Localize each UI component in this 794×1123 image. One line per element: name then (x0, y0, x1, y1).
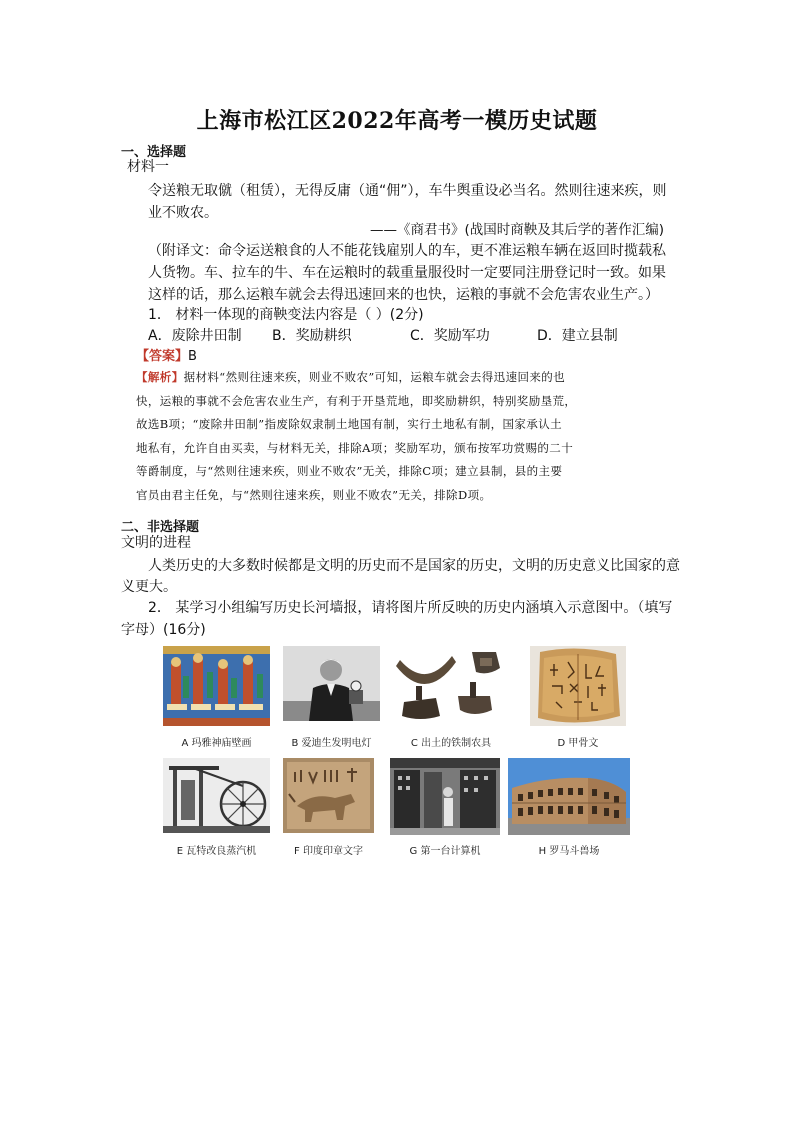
picture-a (163, 646, 270, 751)
translation-line: 人货物。车、拉车的牛、车在运粮时的载重量服役时一定要同注册登记时一致。如果 (148, 265, 666, 281)
material-source: ——《商君书》(战国时商鞅及其后学的著作汇编) (370, 222, 665, 238)
explanation-block (136, 366, 676, 507)
section-heading-nonchoice: 二、非选择题 (121, 520, 200, 535)
material-text-line: 业不败农。 (148, 205, 218, 221)
picture-g (390, 758, 500, 858)
question-2-cont: 字母）(16分) (121, 622, 206, 638)
intro-line: 人类历史的大多数时候都是文明的历史而不是国家的历史，文明的历史意义比国家的意 (148, 558, 680, 574)
material-text-line: 令送粮无取僦（租赁），无得反庸（通“佣”），车牛舆重设必当名。然则往速来疾，则 (148, 183, 667, 199)
picture-h (508, 758, 630, 858)
intro-line: 义更大。 (121, 579, 177, 595)
oracle-bone-image (530, 646, 626, 726)
explanation-line (136, 366, 676, 390)
translation-line: （附译文：命令运送粮食的人不能花钱雇别人的车，更不准运粮车辆在返回时揽载私 (148, 243, 666, 259)
question-1: 1． 材料一体现的商鞅变法内容是（ ）(2分) (148, 307, 424, 323)
picture-caption: E 瓦特改良蒸汽机 (176, 846, 257, 857)
option-d: D．建立县制 (537, 328, 618, 344)
option-a: A．废除井田制 (148, 328, 242, 344)
page-title: 上海市松江区2022年高考一模历史试题 (196, 108, 598, 134)
question-2: 2． 某学习小组编写历史长河墙报，请将图片所反映的历史内涵填入示意图中。（填写 (148, 600, 673, 616)
explanation-line: 地私有，允许自由买卖，与材料无关，排除A项；奖励军功，颁布按军功赏赐的二十 (136, 440, 574, 455)
maya-mural-image (163, 646, 270, 726)
option-c: C．奖励军功 (410, 328, 490, 344)
explanation-line: 官员由君主任免，与“然则往速来疾，则业不败农”无关，排除D项。 (136, 487, 492, 502)
answer-value: B (188, 349, 197, 364)
picture-caption: D 甲骨文 (557, 738, 599, 749)
translation-line: 这样的话，那么运粮车就会去得迅速回来的也快，运粮的事就不会危害农业生产。） (148, 287, 659, 303)
picture-c (396, 646, 506, 751)
section-heading-choice: 一、选择题 (121, 145, 187, 160)
picture-caption: A 玛雅神庙壁画 (181, 738, 252, 749)
explanation-line: 故选B项；“废除井田制”指废除奴隶制土地国有制，实行土地私有制，国家承认土 (136, 417, 563, 431)
picture-caption: F 印度印章文字 (294, 846, 363, 857)
answer-tag: 【答案】 (136, 349, 189, 364)
edison-photo-image (283, 646, 380, 721)
explanation-tag: 【解析】 (136, 370, 184, 384)
option-b: B．奖励耕织 (272, 328, 352, 344)
indus-seal-image (283, 758, 374, 833)
picture-caption: G 第一台计算机 (409, 846, 481, 857)
picture-d (530, 646, 626, 751)
picture-caption: C 出土的铁制农具 (410, 738, 492, 749)
picture-caption: H 罗马斗兽场 (538, 846, 600, 857)
topic-title: 文明的进程 (121, 535, 191, 551)
colosseum-image (508, 758, 630, 835)
eniac-photo-image (390, 758, 500, 835)
steam-engine-image (163, 758, 270, 833)
picture-b (283, 646, 380, 751)
picture-caption: B 爱迪生发明电灯 (291, 738, 372, 749)
material-label: 材料一 (127, 159, 169, 175)
explanation-line: 等爵制度，与“然则往速来疾，则业不败农”无关，排除C项；建立县制，县的主要 (136, 464, 563, 478)
picture-e (163, 758, 270, 858)
answer-line (136, 346, 197, 368)
explanation-line: 快，运粮的事就不会危害农业生产，有利于开垦荒地，即奖励耕织，特别奖励垦荒， (136, 393, 577, 408)
picture-f (283, 758, 374, 858)
explanation-text: 据材料“然则往速来疾，则业不败农”可知，运粮车就会去得迅速回来的也 (183, 370, 566, 384)
iron-tools-image (396, 646, 506, 724)
